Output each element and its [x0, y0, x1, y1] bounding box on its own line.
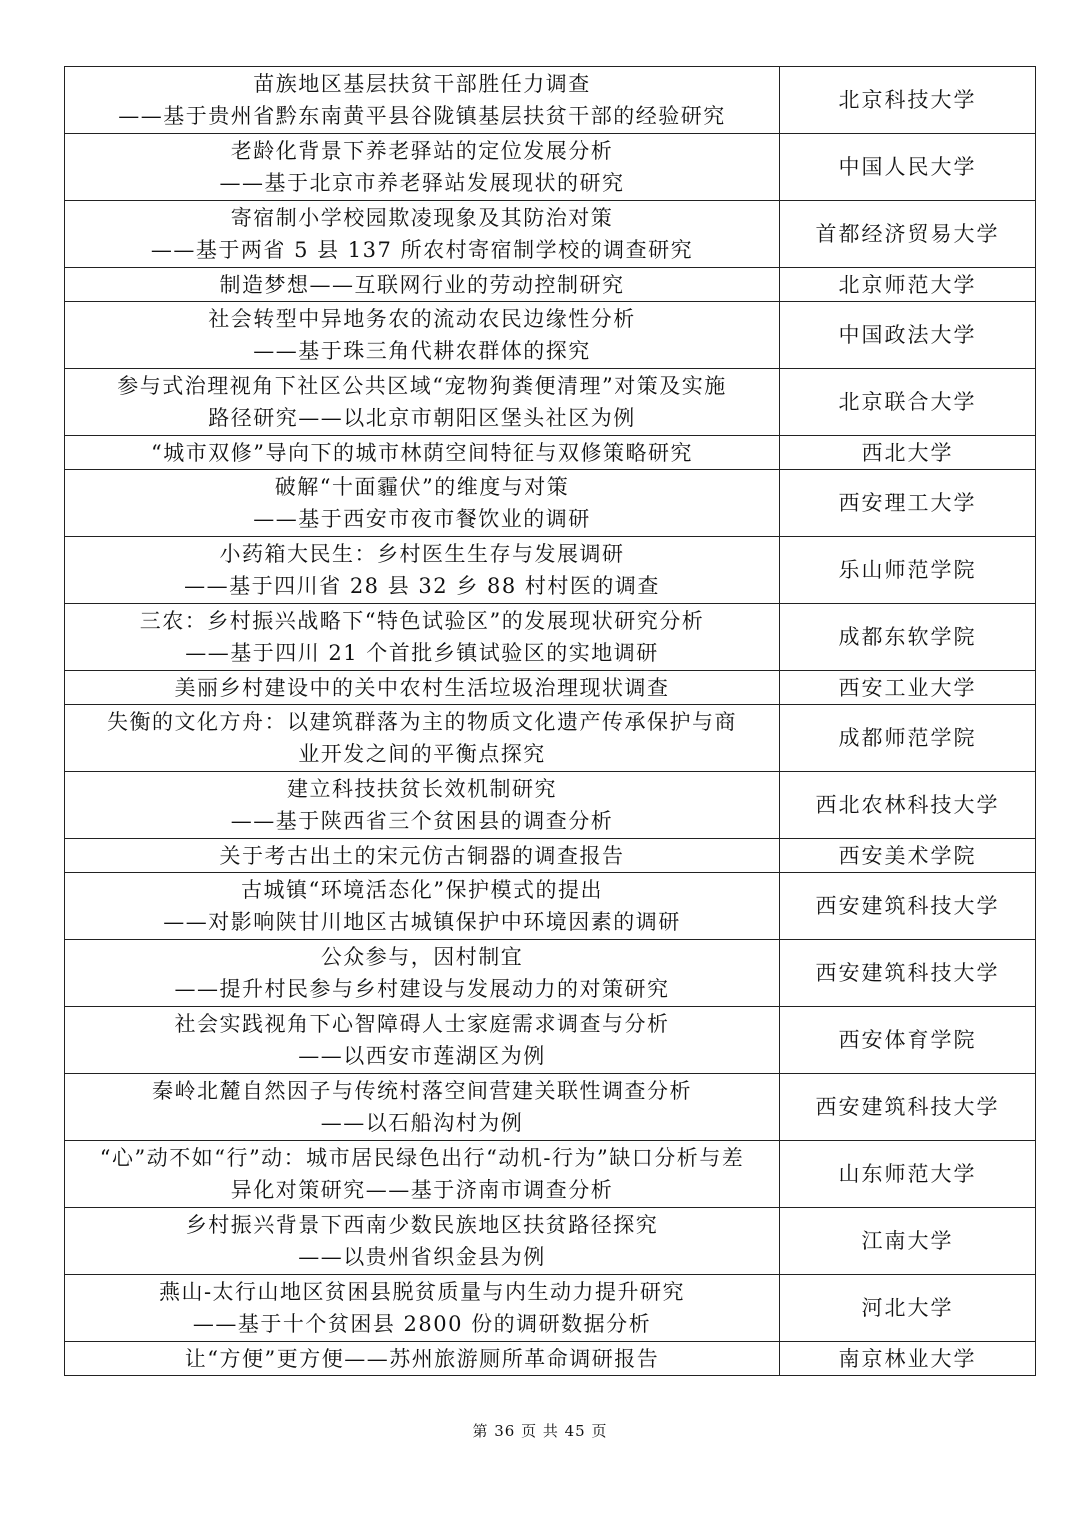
table-row: [65, 436, 1036, 470]
project-subtitle-line: ——以西安市莲湖区为例: [298, 1044, 546, 1068]
table-row: [65, 1141, 1036, 1208]
university-cell: 北京科技大学: [780, 67, 1036, 134]
table-row: [65, 470, 1036, 537]
university-cell: 南京林业大学: [780, 1342, 1036, 1376]
project-title-line: 古城镇“环境活态化”保护模式的提出: [241, 878, 603, 902]
project-title-cell: [65, 201, 780, 268]
project-title-line: “城市双修”导向下的城市林荫空间特征与双修策略研究: [151, 440, 693, 465]
project-table: [64, 66, 1036, 1376]
university-cell: 西安建筑科技大学: [780, 873, 1036, 940]
project-subtitle-line: 异化对策研究——基于济南市调查分析: [230, 1178, 614, 1202]
table-row: [65, 772, 1036, 839]
project-title-line: 建立科技扶贫长效机制研究: [287, 777, 557, 801]
project-subtitle-line: ——以贵州省织金县为例: [298, 1245, 546, 1269]
table-row: [65, 537, 1036, 604]
table-row: [65, 201, 1036, 268]
project-subtitle-line: ——基于四川省 28 县 32 乡 88 村村医的调查: [184, 574, 660, 598]
table-row: [65, 1208, 1036, 1275]
project-title-line: 破解“十面霾伏”的维度与对策: [274, 475, 570, 499]
project-title-line: 小药箱大民生：乡村医生生存与发展调研: [219, 542, 625, 566]
project-subtitle-line: ——基于陕西省三个贫困县的调查分析: [230, 809, 614, 833]
university-cell: 中国人民大学: [780, 134, 1036, 201]
project-title-cell: [65, 302, 780, 369]
university-cell: 西安建筑科技大学: [780, 1074, 1036, 1141]
university-cell: 西安工业大学: [780, 671, 1036, 705]
project-subtitle-line: 业开发之间的平衡点探究: [298, 742, 546, 766]
project-subtitle-line: ——基于西安市夜市餐饮业的调研: [253, 507, 591, 531]
project-title-cell: [65, 436, 780, 470]
project-title-cell: [65, 671, 780, 705]
university-cell: 中国政法大学: [780, 302, 1036, 369]
table-row: [65, 873, 1036, 940]
university-cell: 西安理工大学: [780, 470, 1036, 537]
project-subtitle-line: ——基于珠三角代耕农群体的探究: [253, 339, 591, 363]
table-row: [65, 604, 1036, 671]
project-title-line: 苗族地区基层扶贫干部胜任力调查: [253, 72, 591, 96]
project-subtitle-line: ——对影响陕甘川地区古城镇保护中环境因素的调研: [163, 910, 681, 934]
project-title-cell: [65, 940, 780, 1007]
table-row: [65, 302, 1036, 369]
table-row: [65, 268, 1036, 302]
project-title-cell: [65, 1007, 780, 1074]
project-subtitle-line: ——基于贵州省黔东南黄平县谷陇镇基层扶贫干部的经验研究: [118, 104, 726, 128]
project-title-line: 社会实践视角下心智障碍人士家庭需求调查与分析: [174, 1012, 670, 1036]
university-cell: 西安美术学院: [780, 839, 1036, 873]
project-subtitle-line: ——基于四川 21 个首批乡镇试验区的实地调研: [185, 641, 659, 665]
university-cell: 西安体育学院: [780, 1007, 1036, 1074]
project-title-line: 参与式治理视角下社区公共区域“宠物狗粪便清理”对策及实施: [117, 374, 727, 398]
project-subtitle-line: 路径研究——以北京市朝阳区堡头社区为例: [208, 406, 636, 430]
project-title-cell: [65, 1141, 780, 1208]
university-cell: 西北大学: [780, 436, 1036, 470]
table-row: [65, 1007, 1036, 1074]
university-cell: 乐山师范学院: [780, 537, 1036, 604]
project-title-line: 社会转型中异地务农的流动农民边缘性分析: [208, 307, 636, 331]
university-cell: 成都师范学院: [780, 705, 1036, 772]
university-cell: 首都经济贸易大学: [780, 201, 1036, 268]
project-subtitle-line: ——基于两省 5 县 137 所农村寄宿制学校的调查研究: [150, 238, 694, 262]
project-title-cell: [65, 604, 780, 671]
project-title-cell: [65, 839, 780, 873]
project-subtitle-line: ——基于十个贫困县 2800 份的调研数据分析: [192, 1312, 652, 1336]
project-title-line: 制造梦想——互联网行业的劳动控制研究: [219, 272, 625, 297]
project-title-line: 让“方便”更方便——苏州旅游厕所革命调研报告: [184, 1346, 660, 1371]
university-cell: 山东师范大学: [780, 1141, 1036, 1208]
university-cell: 河北大学: [780, 1275, 1036, 1342]
university-cell: 江南大学: [780, 1208, 1036, 1275]
project-title-line: 老龄化背景下养老驿站的定位发展分析: [230, 139, 614, 163]
project-subtitle-line: ——以石船沟村为例: [320, 1111, 524, 1135]
project-title-line: 关于考古出土的宋元仿古铜器的调查报告: [219, 843, 625, 868]
table-row: [65, 839, 1036, 873]
project-title-line: 失衡的文化方舟：以建筑群落为主的物质文化遗产传承保护与商: [107, 710, 737, 734]
table-row: [65, 1074, 1036, 1141]
table-row: [65, 705, 1036, 772]
project-title-line: 公众参与，因村制宜: [320, 945, 524, 969]
project-subtitle-line: ——提升村民参与乡村建设与发展动力的对策研究: [174, 977, 670, 1001]
project-title-cell: [65, 1074, 780, 1141]
project-title-cell: [65, 1342, 780, 1376]
page-number-footer: 第 36 页 共 45 页: [472, 1422, 608, 1440]
project-title-cell: [65, 369, 780, 436]
table-row: [65, 1342, 1036, 1376]
project-title-line: “心”动不如“行”动：城市居民绿色出行“动机-行为”缺口分析与差: [99, 1146, 745, 1170]
university-cell: 西北农林科技大学: [780, 772, 1036, 839]
project-title-line: 乡村振兴背景下西南少数民族地区扶贫路径探究: [185, 1213, 659, 1237]
university-cell: 西安建筑科技大学: [780, 940, 1036, 1007]
university-cell: 北京联合大学: [780, 369, 1036, 436]
project-title-cell: [65, 67, 780, 134]
project-subtitle-line: ——基于北京市养老驿站发展现状的研究: [219, 171, 625, 195]
project-title-cell: [65, 268, 780, 302]
project-title-line: 秦岭北麓自然因子与传统村落空间营建关联性调查分析: [152, 1079, 692, 1103]
project-title-cell: [65, 470, 780, 537]
table-row: [65, 134, 1036, 201]
table-row: [65, 940, 1036, 1007]
table-row: [65, 1275, 1036, 1342]
project-title-cell: [65, 705, 780, 772]
project-title-line: 三农：乡村振兴战略下“特色试验区”的发展现状研究分析: [139, 609, 705, 633]
table-row: [65, 67, 1036, 134]
project-title-line: 寄宿制小学校园欺凌现象及其防治对策: [230, 206, 614, 230]
project-title-cell: [65, 1275, 780, 1342]
project-title-line: 燕山-太行山地区贫困县脱贫质量与内生动力提升研究: [158, 1280, 686, 1304]
project-title-cell: [65, 772, 780, 839]
university-cell: 成都东软学院: [780, 604, 1036, 671]
university-cell: 北京师范大学: [780, 268, 1036, 302]
project-title-cell: [65, 537, 780, 604]
project-title-cell: [65, 1208, 780, 1275]
table-row: [65, 369, 1036, 436]
project-title-cell: [65, 134, 780, 201]
project-title-cell: [65, 873, 780, 940]
table-row: [65, 671, 1036, 705]
project-title-line: 美丽乡村建设中的关中农村生活垃圾治理现状调查: [174, 675, 670, 700]
